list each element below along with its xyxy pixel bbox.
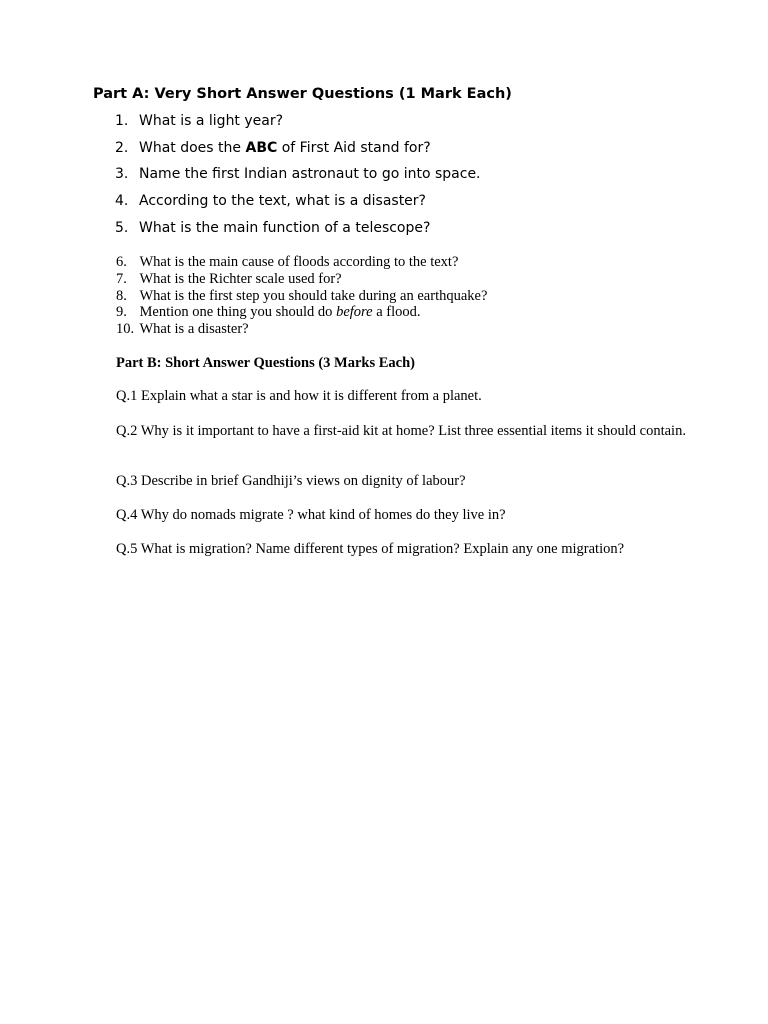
item-number: 6. (116, 254, 127, 270)
item-number: 9. (116, 304, 127, 321)
part-a-heading: Part A: Very Short Answer Questions (1 Mark Each) (93, 86, 512, 102)
item-text-pre: Mention one thing you should do (139, 304, 337, 321)
item-text: What is the Richter scale used for? (139, 270, 342, 287)
item-text-italic: before (336, 304, 373, 321)
part-b-heading: Part B: Short Answer Questions (3 Marks Each) (116, 355, 415, 371)
item-text-bold: ABC (245, 139, 278, 156)
part-a-list-2 (116, 254, 487, 338)
item-number: 8. (116, 287, 127, 304)
item-text-post: a flood. (372, 304, 421, 321)
item-number: 1. (115, 113, 129, 129)
list-item (115, 164, 481, 191)
list-item (116, 288, 487, 305)
list-item (116, 254, 487, 271)
list-item (116, 304, 487, 321)
list-item (116, 271, 487, 288)
item-text-post: of First Aid stand for? (277, 139, 431, 156)
question-q1: Q.1 Explain what a star is and how it is different from a planet. (116, 388, 482, 404)
list-item (115, 111, 481, 138)
question-q4: Q.4 Why do nomads migrate ? what kind of homes do they live in? (116, 507, 506, 523)
item-number: 2. (115, 139, 129, 156)
item-text: What is the first step you should take during an earthquake? (139, 287, 488, 304)
item-text-pre: What does the (139, 139, 246, 156)
item-text: What is the main function of a telescope? (139, 219, 431, 236)
item-text: According to the text, what is a disaster? (139, 193, 426, 210)
item-number: 4. (115, 193, 129, 210)
question-q3: Q.3 Describe in brief Gandhiji’s views on dignity of labour? (116, 473, 466, 489)
list-item (116, 321, 487, 338)
list-item (115, 138, 481, 165)
item-number: 7. (116, 270, 127, 287)
item-text: What is the main cause of floods according to the text? (139, 254, 459, 270)
question-q2: Q.2 Why is it important to have a first-aid kit at home? List three essential items it should contain. (116, 423, 686, 439)
item-number: 5. (115, 219, 129, 236)
item-text: What is a light year? (139, 113, 284, 129)
item-number: 10. (116, 321, 135, 338)
item-number: 3. (115, 166, 129, 183)
part-a-list-1 (115, 111, 481, 244)
list-item (115, 191, 481, 218)
item-text: Name the first Indian astronaut to go into space. (139, 166, 481, 183)
question-q5: Q.5 What is migration? Name different types of migration? Explain any one migration? (116, 541, 625, 557)
item-text: What is a disaster? (139, 321, 249, 338)
list-item (115, 218, 481, 245)
